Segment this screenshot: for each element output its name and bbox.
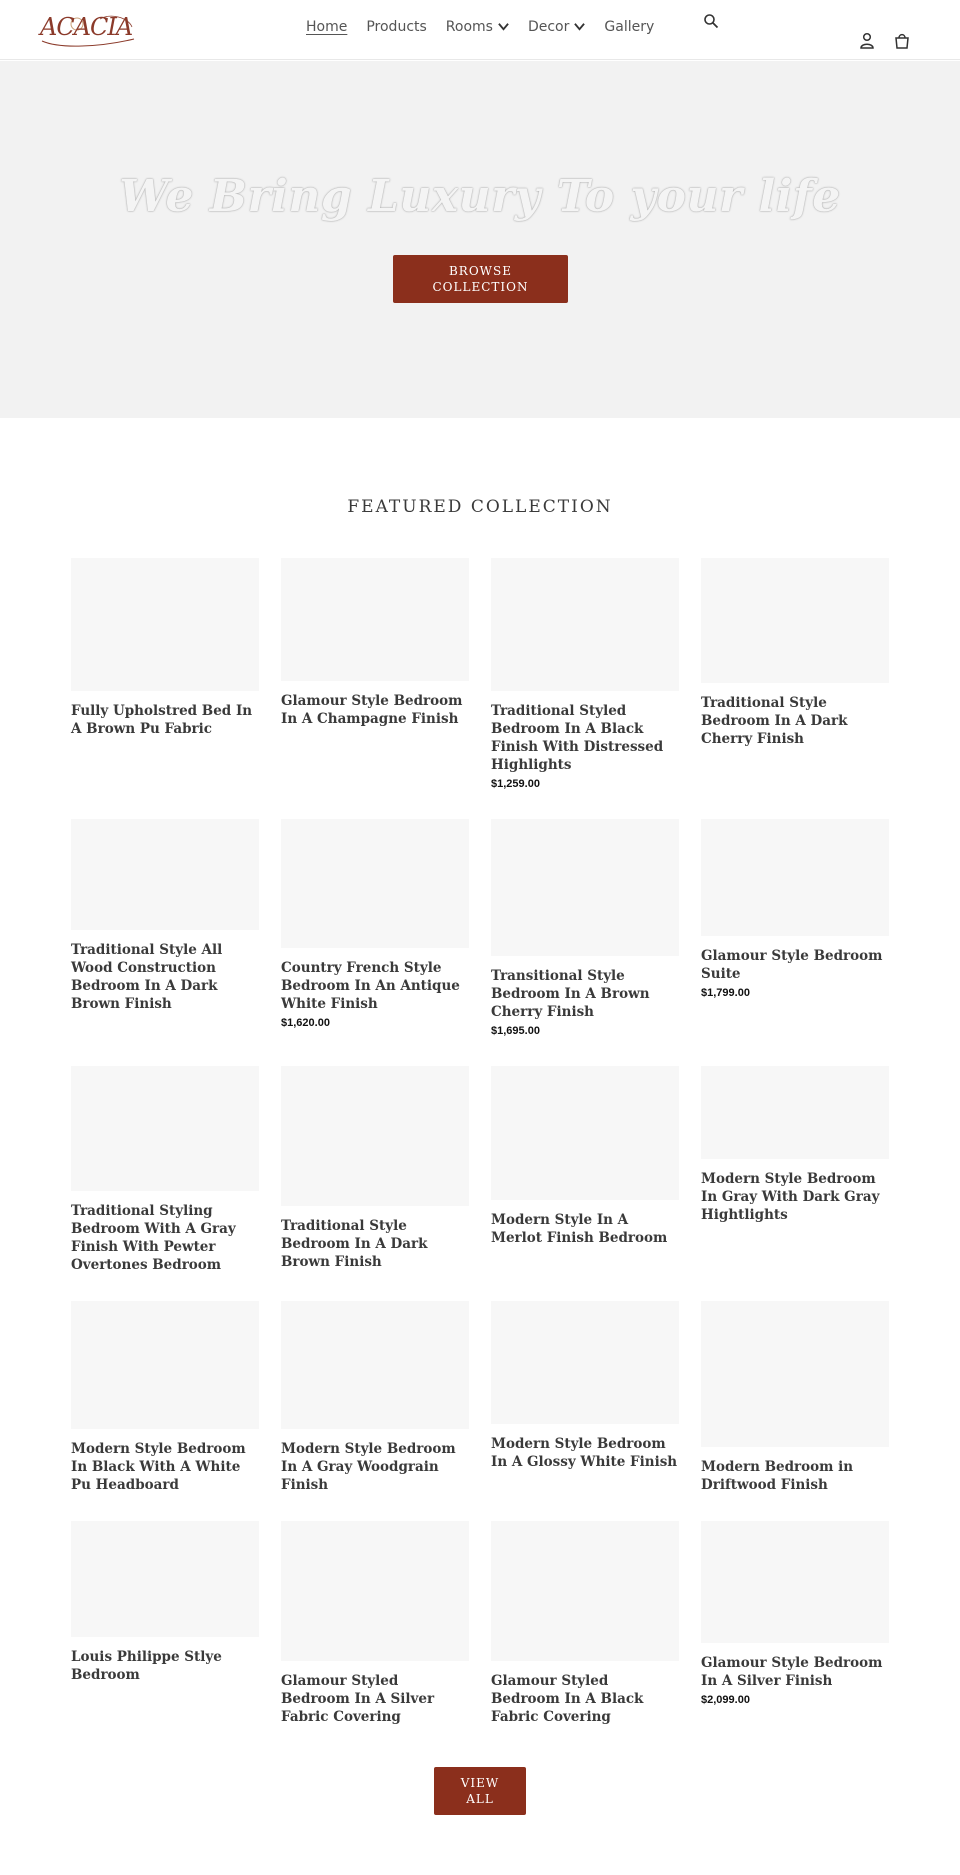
view-all-button[interactable]	[434, 1767, 526, 1815]
cart-icon[interactable]	[894, 32, 910, 49]
account-icon[interactable]	[859, 32, 875, 49]
site-header	[0, 0, 960, 60]
nav-item-label: Rooms	[445, 19, 493, 35]
hero-banner	[0, 61, 960, 418]
product-title[interactable]: Modern Style Bedroom In Gray With Dark Gray Hightlights	[701, 1171, 880, 1223]
product-price: $1,695.00	[491, 1025, 540, 1037]
product-image[interactable]	[281, 819, 469, 948]
product-title[interactable]: Country French Style Bedroom In An Antique White Finish	[281, 960, 460, 1012]
product-title[interactable]: Glamour Styled Bedroom In A Black Fabric Covering	[491, 1673, 644, 1725]
product-title[interactable]: Modern Bedroom in Driftwood Finish	[701, 1459, 854, 1493]
product-image[interactable]	[281, 558, 469, 681]
nav-item-label: Gallery	[604, 19, 655, 35]
product-title[interactable]: Traditional Style Bedroom In A Dark Cherry Finish	[701, 695, 848, 747]
product-price: $1,259.00	[491, 778, 540, 790]
product-card[interactable]	[281, 1521, 469, 1730]
chevron-down-icon	[574, 21, 585, 32]
product-card[interactable]	[491, 558, 679, 790]
product-image[interactable]	[701, 1521, 889, 1643]
product-image[interactable]	[71, 558, 259, 691]
nav-item-gallery[interactable]	[604, 19, 654, 35]
product-title[interactable]: Glamour Styled Bedroom In A Silver Fabric Covering	[281, 1673, 435, 1725]
product-title[interactable]: Modern Style In A Merlot Finish Bedroom	[491, 1212, 668, 1246]
product-card[interactable]	[71, 1301, 259, 1498]
product-card[interactable]	[71, 558, 259, 742]
product-card[interactable]	[281, 558, 469, 732]
product-image[interactable]	[491, 1521, 679, 1661]
nav-item-rooms[interactable]	[446, 19, 509, 35]
product-price: $2,099.00	[701, 1694, 750, 1706]
product-title[interactable]: Glamour Style Bedroom In A Silver Finish	[701, 1655, 883, 1689]
browse-collection-label: BROWSE COLLECTION	[432, 264, 529, 294]
product-title[interactable]: Glamour Style Bedroom In A Champagne Finish	[281, 693, 463, 727]
product-title[interactable]: Fully Upholstred Bed In A Brown Pu Fabric	[71, 703, 253, 737]
main-nav	[306, 19, 673, 35]
product-price: $1,620.00	[281, 1017, 330, 1029]
product-image[interactable]	[491, 1301, 679, 1424]
product-card[interactable]	[701, 558, 889, 752]
product-card[interactable]	[71, 1066, 259, 1278]
product-card[interactable]	[491, 1066, 679, 1251]
hero-title: We Bring Luxury To your life	[119, 171, 841, 222]
product-card[interactable]	[701, 1521, 889, 1706]
product-image[interactable]	[491, 819, 679, 956]
product-image[interactable]	[71, 1301, 259, 1429]
product-image[interactable]	[491, 1066, 679, 1200]
product-image[interactable]	[701, 558, 889, 683]
product-card[interactable]	[281, 819, 469, 1029]
product-card[interactable]	[71, 1521, 259, 1688]
product-image[interactable]	[281, 1066, 469, 1206]
product-image[interactable]	[281, 1301, 469, 1429]
product-card[interactable]	[281, 1301, 469, 1498]
product-price: $1,799.00	[701, 987, 750, 999]
nav-item-label: Home	[306, 19, 348, 35]
product-title[interactable]: Transitional Style Bedroom In A Brown Cherry Finish	[491, 968, 650, 1020]
product-title[interactable]: Modern Style Bedroom In A Gray Woodgrain Finish	[281, 1441, 456, 1493]
featured-collection-title: FEATURED COLLECTION	[347, 497, 613, 517]
product-card[interactable]	[701, 1301, 889, 1498]
nav-item-label: Decor	[527, 19, 570, 35]
product-image[interactable]	[701, 1066, 889, 1159]
product-title[interactable]: Traditional Styled Bedroom In A Black Finish With Distressed Highlights	[491, 703, 664, 773]
product-image[interactable]	[701, 819, 889, 936]
product-image[interactable]	[701, 1301, 889, 1447]
product-card[interactable]	[491, 1521, 679, 1730]
nav-item-decor[interactable]	[528, 19, 585, 35]
product-title[interactable]: Modern Style Bedroom In Black With A White Pu Headboard	[71, 1441, 246, 1493]
product-card[interactable]	[491, 819, 679, 1037]
product-image[interactable]	[71, 1066, 259, 1191]
product-card[interactable]	[701, 1066, 889, 1228]
search-icon[interactable]	[703, 13, 719, 29]
product-title[interactable]: Traditional Style All Wood Construction Bedroom In A Dark Brown Finish	[71, 942, 223, 1012]
logo[interactable]	[40, 13, 136, 47]
product-image[interactable]	[71, 819, 259, 930]
product-title[interactable]: Modern Style Bedroom In A Glossy White Finish	[491, 1436, 678, 1470]
nav-item-home[interactable]	[306, 19, 347, 35]
product-title[interactable]: Traditional Styling Bedroom With A Gray Finish With Pewter Overtones Bedroom	[71, 1203, 236, 1273]
chevron-down-icon	[498, 21, 509, 32]
product-card[interactable]	[701, 819, 889, 999]
nav-item-products[interactable]	[366, 19, 426, 35]
nav-item-label: Products	[366, 19, 427, 35]
view-all-label: VIEW ALL	[460, 1776, 500, 1806]
browse-collection-button[interactable]	[393, 255, 568, 303]
product-card[interactable]	[71, 819, 259, 1017]
product-title[interactable]: Glamour Style Bedroom Suite	[701, 948, 883, 982]
product-image[interactable]	[71, 1521, 259, 1637]
product-title[interactable]: Traditional Style Bedroom In A Dark Brown Finish	[281, 1218, 428, 1270]
product-title[interactable]: Louis Philippe Stlye Bedroom	[71, 1649, 222, 1683]
product-image[interactable]	[281, 1521, 469, 1661]
product-card[interactable]	[491, 1301, 679, 1475]
product-card[interactable]	[281, 1066, 469, 1275]
logo-text: ACACIA	[40, 13, 133, 41]
product-image[interactable]	[491, 558, 679, 691]
